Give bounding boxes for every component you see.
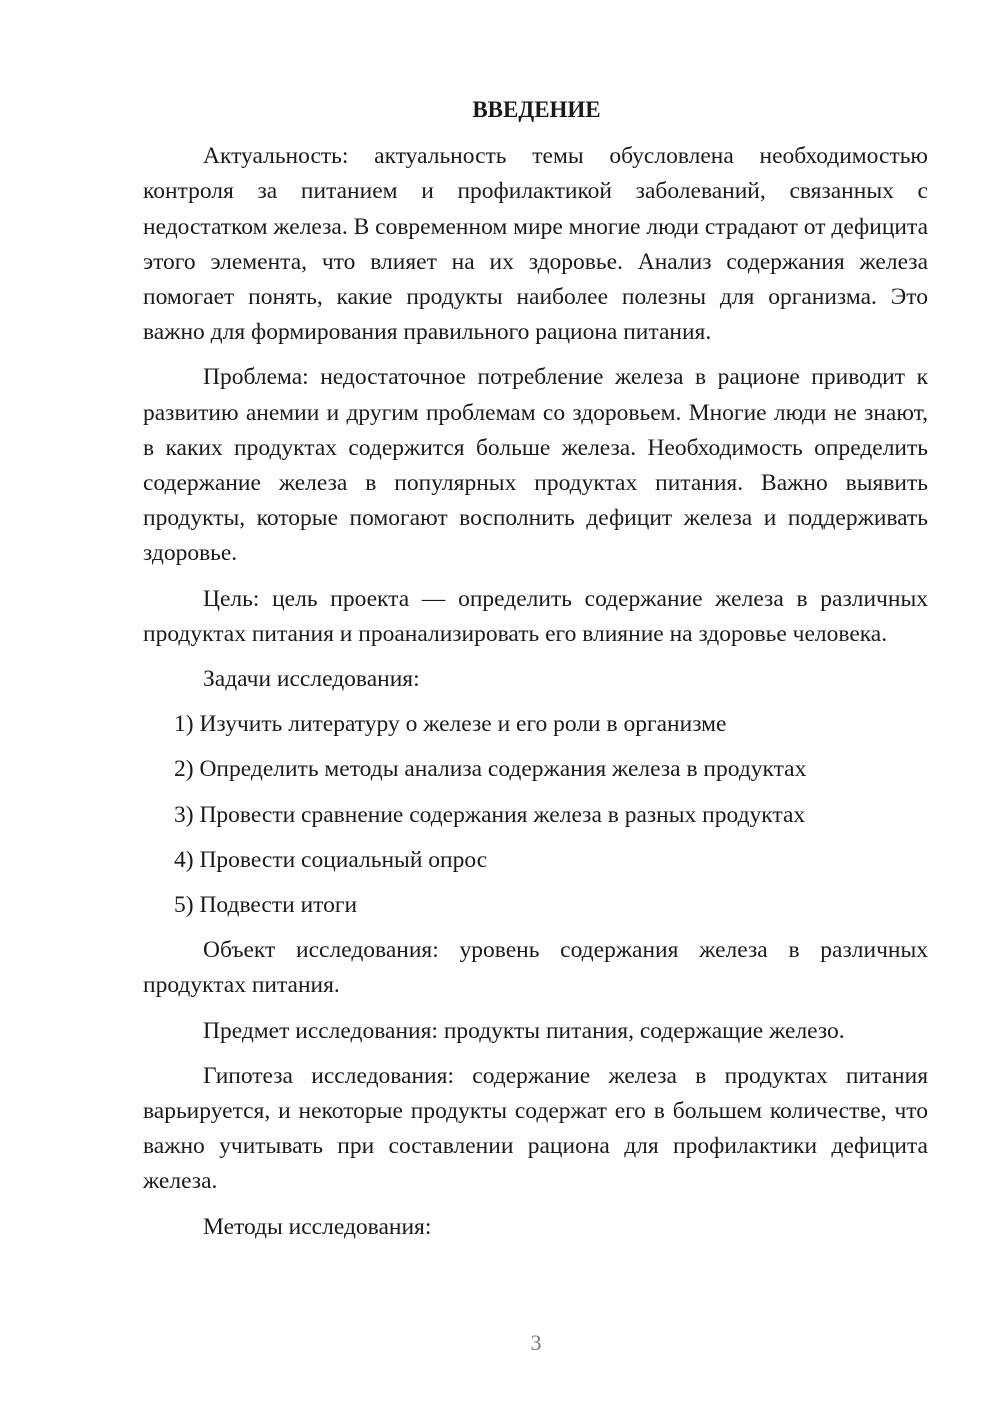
list-item: 1) Изучить литературу о железе и его роли в организме [174,711,727,738]
list-item: 4) Провести социальный опрос [174,846,488,873]
page-number: 3 [530,1330,542,1355]
object-paragraph: Объект исследования: уровень содержания железа в различных продуктах питания. [143,937,928,999]
hypothesis-paragraph: Гипотеза исследования: содержание железа в продуктах питания варьируется, и некоторые продукты содержат его в большем количестве, что важно учитывать при составлении рациона для профилактики дефицита железа. [143,1062,928,1195]
goal-paragraph: Цель: цель проекта — определить содержание железа в различных продуктах питания и проанализировать его влияние на здоровье человека. [143,585,928,647]
tasks-list [143,707,928,923]
subject-paragraph: Предмет исследования: продукты питания, содержащие железо. [203,1017,845,1044]
relevance-paragraph: Актуальность: актуальность темы обусловлена необходимостью контроля за питанием и профилактикой заболеваний, связанных с недостатком железа. В современном мире многие люди страдают от дефицита этого элемента, что влияет на их здоровье. Анализ содержания железа помогает понять, какие продукты наиболее полезны для организма. Это важно для формирования правильного рациона питания. [143,143,928,346]
tasks-heading: Задачи исследования: [203,666,420,693]
list-item: 5) Подвести итоги [174,892,358,919]
list-item: 3) Провести сравнение содержания железа в разных продуктах [174,801,806,828]
problem-paragraph: Проблема: недостаточное потребление железа в рационе приводит к развитию анемии и другим проблемам со здоровьем. Многие люди не знают, в каких продуктах содержится больше железа. Необходимость определить содержание железа в популярных продуктах питания. Важно выявить продукты, которые помогают восполнить дефицит железа и поддерживать здоровье. [143,364,928,567]
page-title: ВВЕДЕНИЕ [472,97,601,122]
list-item: 2) Определить методы анализа содержания железа в продуктах [174,756,807,783]
page-content [143,92,928,1255]
methods-heading: Методы исследования: [203,1213,432,1240]
